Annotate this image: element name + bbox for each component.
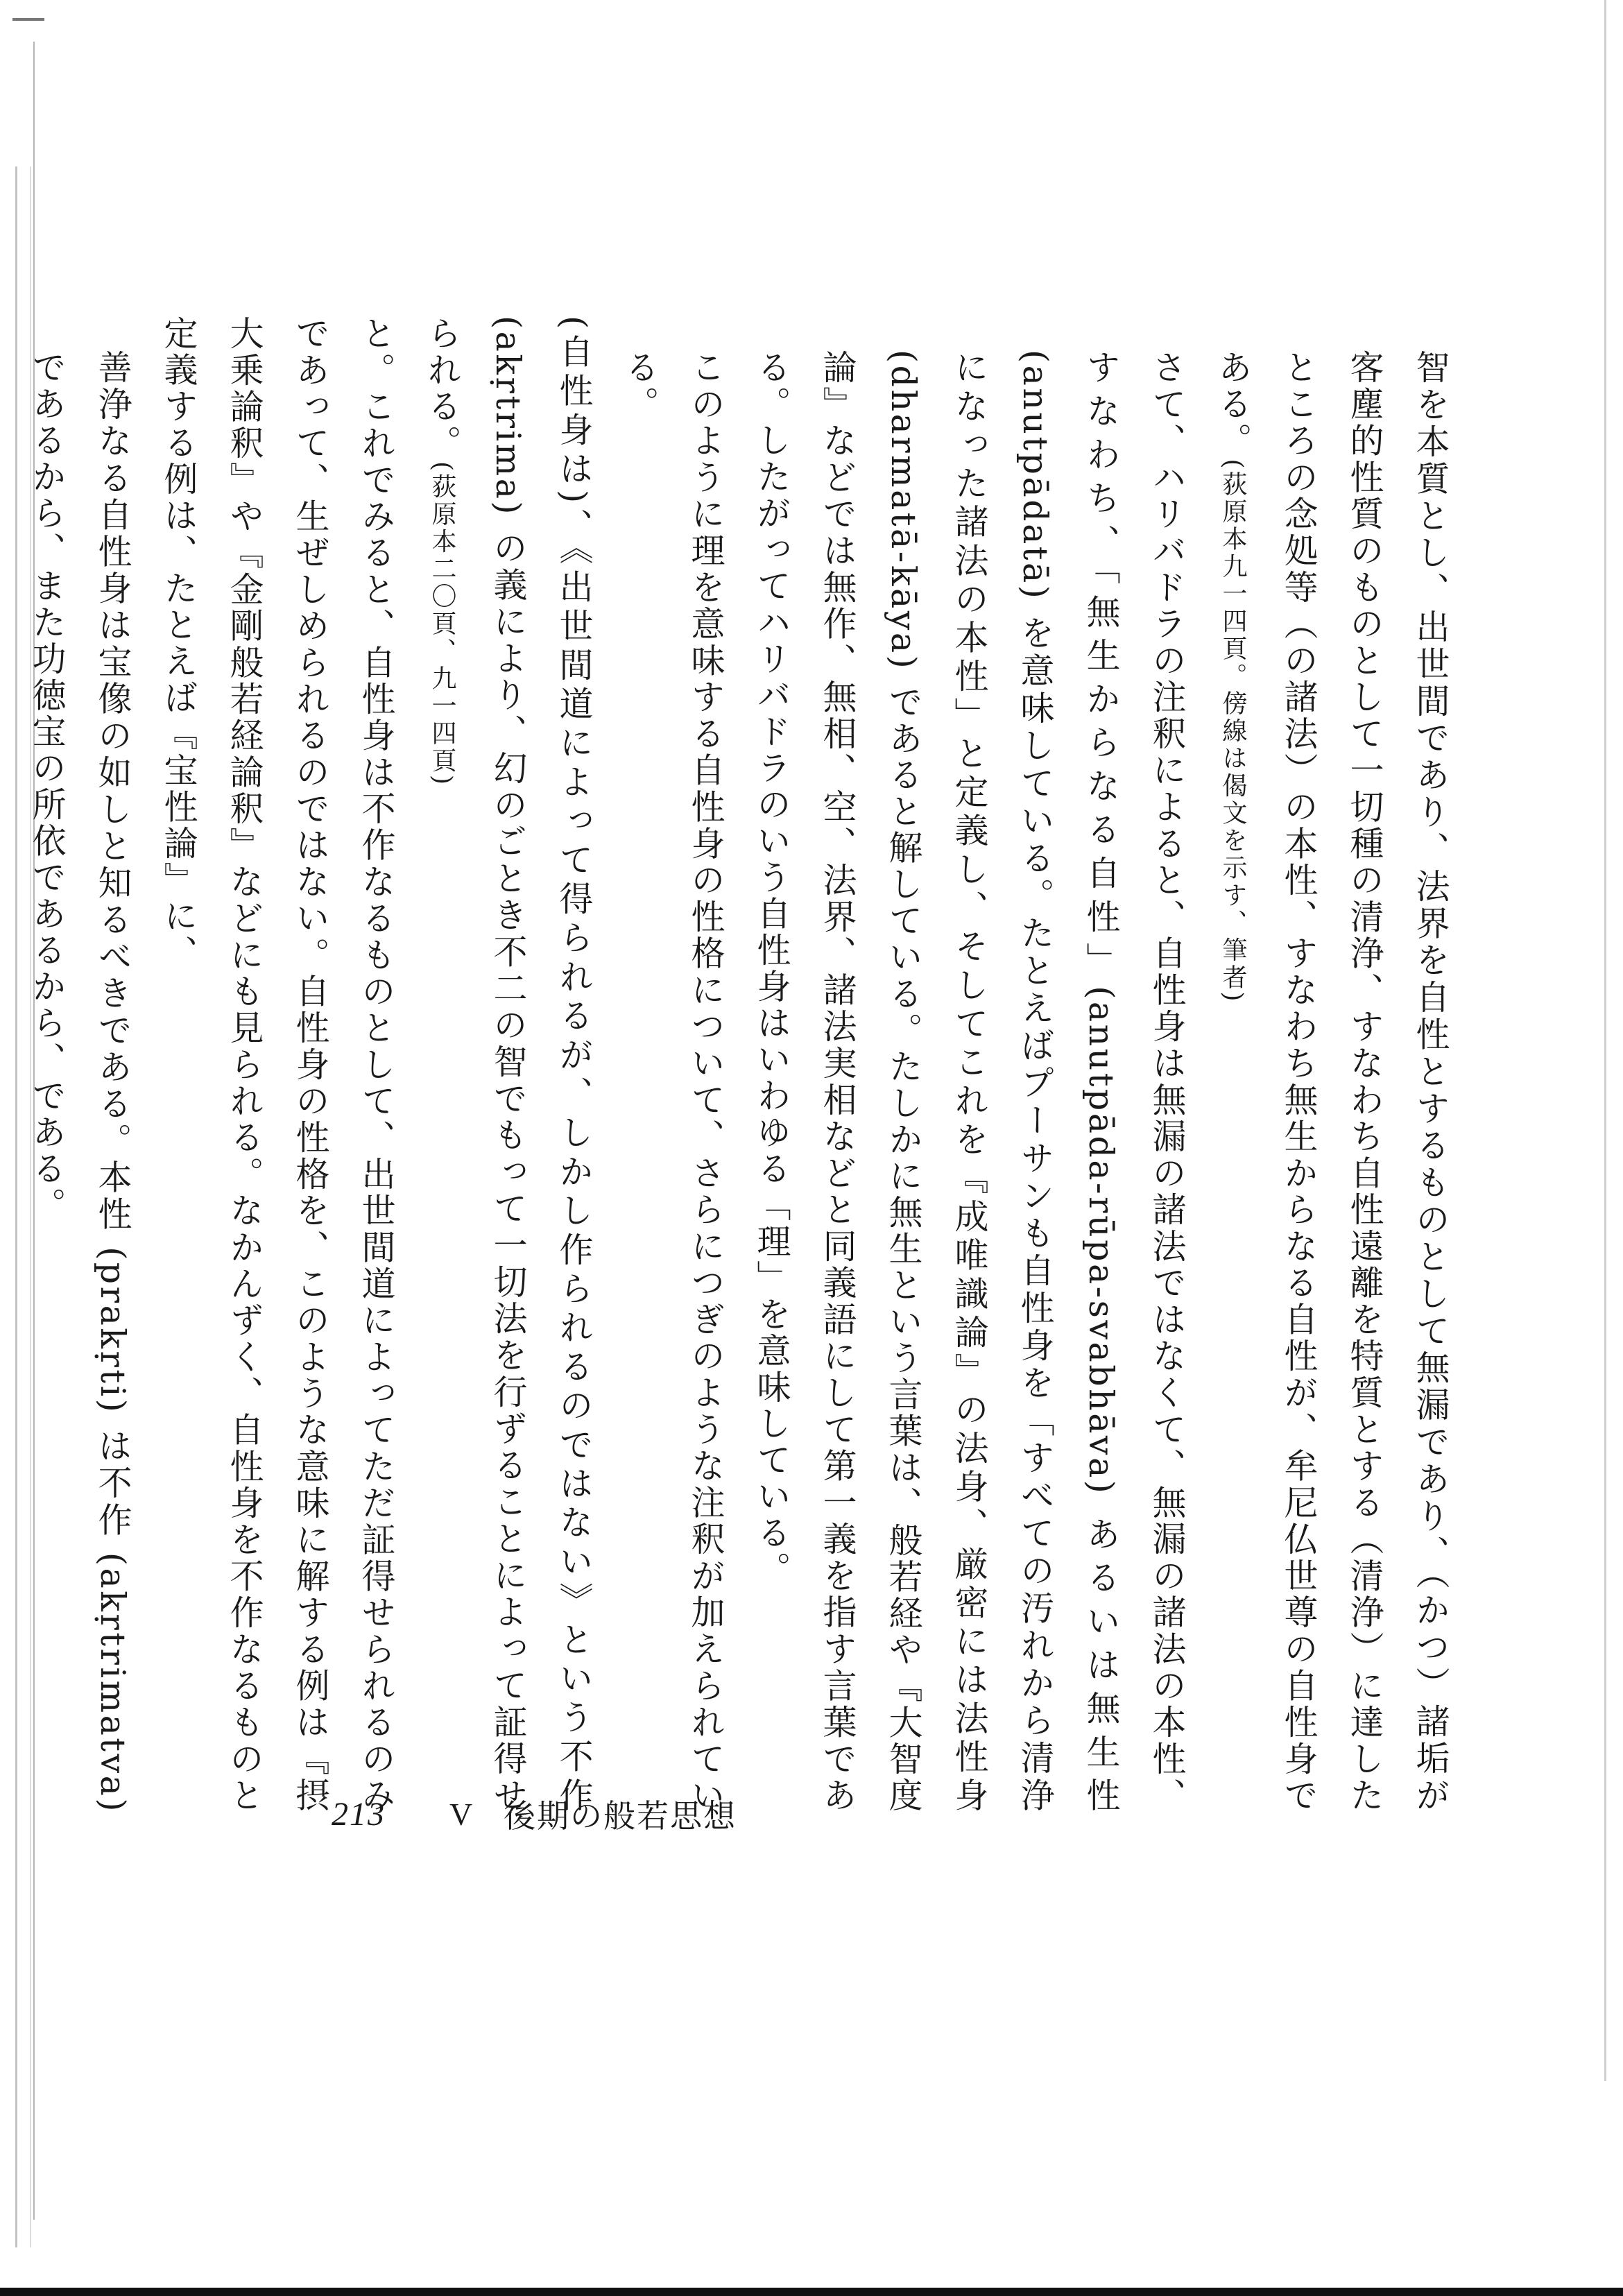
scan-corner-mark <box>12 18 44 21</box>
quoted-ratnagotra <box>14 316 146 1814</box>
paragraph-1: 智を本質とし、出世間であり、法界を自性とするものとして無漏であり、（かつ）諸垢が客塵的性質のものとして一切種の清浄、すなわち自性遠離を特質とする（清浄）に達したところの念処等（の諸法）の本性、すなわち無生からなる自性が、牟尼仏世尊の自性身である。 <box>1213 350 1450 1814</box>
page-number: 213 <box>332 1795 386 1833</box>
right-page-edge <box>1604 0 1606 2081</box>
chapter-number: V <box>449 1796 474 1832</box>
paragraph-4-text: (自性身は)、《出世間道によって得られるが、しかし作られるのではない》という不作 (akṛtrima) の義により、幻のごとき不二の智でもって一切法を行ずることによって証得せられる。 <box>422 316 594 1814</box>
paragraph-2-text: さて、ハリバドラの注釈によると、自性身は無漏の諸法ではなくて、無漏の諸法の本性、すなわち、「無生からなる自性」(anutpāda-rūpa-svabhāva) あるいは無生性 (anutpādatā) を意味している。たとえばプーサンも自性身を「すべての汚れから清浄になった諸法の本性」と定義し、そしてこれを『成唯識論』の法身、厳密には法性身 (dharmatā-kāya) であると解している。たしかに無生という言葉は、般若経や『大智度論』などでは無作、無相、空、法界、諸法実相などと同義語にして第一義を指す言葉である。したがってハリバドラのいう自性身はいわゆる「理」を意味している。 <box>752 350 1187 1815</box>
running-footer <box>332 1790 737 1838</box>
paragraph-5 <box>146 316 409 1814</box>
scan-bottom-border <box>0 2288 1623 2296</box>
paragraph-3-text: このように理を意味する自性身の性格について、さらにつぎのような注釈が加えられている。 <box>620 350 725 1814</box>
paragraph-7-text <box>0 316 1 607</box>
paragraph-6-text: 善浄なる自性身は宝像の如しと知るべきである。本性 (prakṛti) は不作 (akṛtrimatva) であるから、また功徳宝の所依であるから、である。 <box>27 350 132 1814</box>
vertical-body-text <box>27 316 1463 1815</box>
note-ogihara-914: (荻原本九一四頁。傍線は偈文を示す、筆者) <box>1219 459 1247 1004</box>
paragraph-5-text: と。これでみると、自性身は不作なるものとして、出世間道によってただ証得せられるのみであって、生ぜしめられるのではない。自性身の性格を、このような意味に解する例は『摂大乗論釈』や『金剛般若経論釈』などにも見られる。なかんずく、自性身を不作なるものと定義する例は、たとえば『宝性論』に、 <box>159 316 396 1814</box>
quoted-commentary <box>409 316 607 1814</box>
paragraph-3 <box>607 316 739 1814</box>
paragraph-2 <box>739 316 1200 1814</box>
paragraph-7 <box>0 316 14 1814</box>
chapter-title: 後期の般若思想 <box>504 1797 737 1835</box>
quoted-verse <box>1200 316 1463 1814</box>
note-ogihara-20: (荻原本二〇頁、九一四頁) <box>428 461 456 787</box>
